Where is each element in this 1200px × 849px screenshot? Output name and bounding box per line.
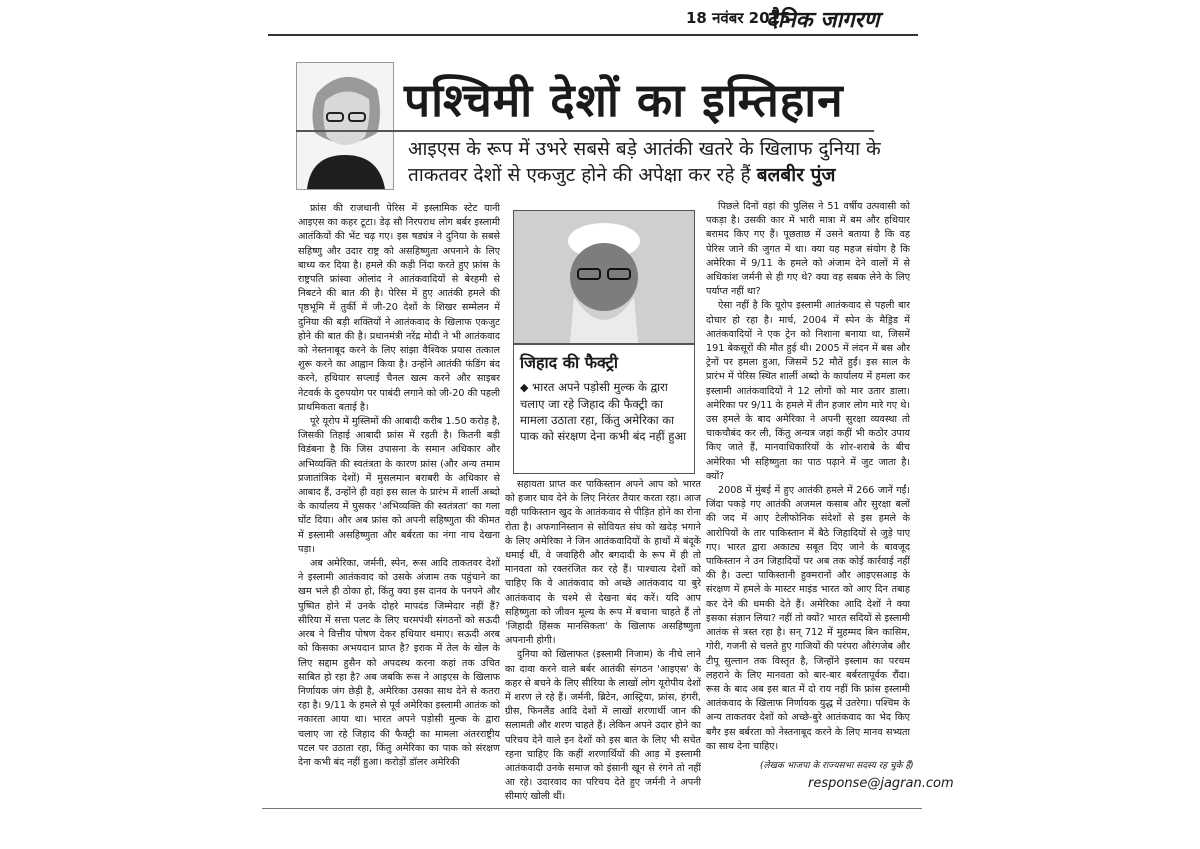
paragraph: सहायता प्राप्त कर पाकिस्तान अपने आप को भारत को हजार घाव देने के लिए निरंतर तैयार करता रहा। आज वही पाकिस्तान खुद के आतंकवाद से पीड़ित होने का रोना रोता है। अफगानिस्तान से सोवियत संघ को खदेड़ भगाने के लिए अमेरिका ने जिन आतंकवादियों के हाथों में बंदूकें थमाई थीं, वे जवाहिरी और बगदादी के रूप में ही तो मानवता को रक्तरंजित कर रहे हैं। पाश्चात्य देशों को चाहिए कि वे आतंकवाद को अच्छे आतंकवाद या बुरे आतंकवाद के चश्मे से देखना बंद करें। यदि आप सहिष्णुता को जीवन मूल्य के रूप में बचाना चाहते हैं तो 'जिहादी हिंसक मानसिकता' के खिलाफ असहिष्णुता अपनानी होगी। bbox=[505, 479, 701, 647]
paragraph: अब अमेरिका, जर्मनी, स्पेन, रूस आदि ताकतवर देशों ने इस्लामी आतंकवाद को उसके अंजाम तक पहुंचाने का खम भले ही ठोका हो, किंतु क्या इस दानव के पनपने और पुष्पित होने में उनके दोहरे मापदंड जिम्मेदार नहीं हैं? सीरिया में सत्ता पलट के लिए चरमपंथी संगठनों को सऊदी अरब ने वित्तीय पोषण देकर हथियार थमाए। सऊदी अरब को किसका अभयदान प्राप्त है? इराक में तेल के खेल के लिए सद्दाम हुसैन को अपदस्थ करना कहां तक उचित साबित हो रहा है? अब जबकि रूस ने आइएस के खिलाफ निर्णायक जंग छेड़ी है, अमेरिका उसका साथ देने से कतरा रहा है। 9/11 के हमले से पूर्व अमेरिका इस्लामी आतंक को नकारता आया था। भारत अपने पड़ोसी मुल्क के द्वारा चलाए जा रहे जिहाद की फैक्ट्री का मामला अंतरराष्ट्रीय पटल पर उठाता रहा, किंतु अमेरिका का पाक को संरक्षण देना कभी बंद नहीं हुआ। करोड़ों डॉलर अमेरिकी bbox=[298, 558, 500, 768]
header-divider bbox=[268, 34, 918, 36]
headline: पश्चिमी देशों का इम्तिहान bbox=[404, 73, 844, 127]
bottom-divider bbox=[262, 808, 922, 809]
author-name: बलबीर पुंज bbox=[756, 164, 836, 186]
article-column-3 bbox=[706, 200, 910, 760]
newspaper-date: 18 नवंबर 2015 bbox=[686, 9, 791, 27]
sidebox-quote bbox=[520, 379, 688, 444]
headline-rule bbox=[296, 130, 874, 132]
paragraph: ऐसा नहीं है कि यूरोप इस्लामी आतंकवाद से पहली बार दोचार हो रहा है। मार्च, 2004 में स्पेन के मैड्रिड में आतंकवादियों ने एक ट्रेन को निशाना बनाया था, जिसमें 191 बेकसूरों की मौत हुई थी। 2005 में लंदन में बस और ट्रेनों पर हमला हुआ, जिसमें 52 मौतें हुईं। इस साल के प्रारंभ में पेरिस स्थित शार्ली अब्दो के कार्यालय में हमला कर इस्लामी आतंकवादियों ने 12 लोगों को मार उतार डाला। अमेरिका पर 9/11 के हमले में तीन हजार लोग मारे गए थे। उस हमले के बाद अमेरिका ने अपनी सुरक्षा व्यवस्था तो चाकचौबंद कर ली, किंतु अन्यत्र जहां कहीं भी कठोर उपाय किए जाते हैं, मानवाधिकारियों के शोर-शराबे के बीच अमेरिका भी सहिष्णुता का पाठ पढ़ाने में जुट जाता है। क्यों? bbox=[706, 300, 910, 482]
subheadline-text: आइएस के रूप में उभरे सबसे बड़े आतंकी खतरे के खिलाफ दुनिया के ताकतवर देशों से एकजुट होने की अपेक्षा कर रहे हैं bbox=[408, 138, 881, 186]
author-photo bbox=[296, 62, 394, 190]
sidebox-title: जिहाद की फैक्ट्री bbox=[520, 353, 618, 372]
bullet-icon: ◆ bbox=[520, 381, 529, 394]
paragraph: दुनिया को खिलाफत (इस्लामी निजाम) के नीचे लाने का दावा करने वाले बर्बर आतंकी संगठन 'आइएस' के कहर से बचने के लिए सीरिया के लाखों लोग यूरोपीय देशों में शरण ले रहे हैं। जर्मनी, ब्रिटेन, आस्ट्रिया, फ्रांस, हंगरी, ग्रीस, फिनलैंड आदि देशों में लाखों शरणार्थी जान की सलामती और शरण चाहते हैं। लेकिन अपने उदार होने का परिचय देने वाले इन देशों को इस बात के लिए भी सचेत रहना चाहिए कि कहीं शरणार्थियों की आड़ में इस्लामी आतंकवादी उनके समाज को इंसानी खून से रंगने तो नहीं आ रहे। उदारवाद का परिचय देते हुए जर्मनी ने अपनी सीमाएं खोली थीं। bbox=[505, 649, 701, 803]
cleric-photo bbox=[513, 210, 695, 344]
paragraph: पिछले दिनों वहां की पुलिस ने 51 वर्षीय उत्पवासी को पकड़ा है। उसकी कार में भारी मात्रा में बम और हथियार बरामद किए गए हैं। पूछताछ में उसने बताया है कि वह पेरिस जाने की जुगत में था। क्या यह महज संयोग है कि अमेरिका में 9/11 के हमले को अंजाम देने वालों में से अधिकांश जर्मनी से ही गए थे? क्या वह सबक लेने के लिए पर्याप्त नहीं था? bbox=[706, 201, 910, 298]
paragraph: 2008 में मुंबई में हुए आतंकी हमले में 266 जानें गईं। जिंदा पकड़े गए आतंकी अजमल कसाब और सुरक्षा बलों की जद में आए टेलीफोनिक संदेशों से इस हमले के आरोपियों के तार पाकिस्तान में बैठे जिहादियों से जुड़े पाए गए। भारत द्वारा अकाट्य सबूत दिए जाने के बावजूद पाकिस्तान ने उन जिहादियों पर अब तक कोई कार्रवाई नहीं की है। उल्टा पाकिस्तानी हुक्मरानों और आइएसआइ के संरक्षण में हमले के मास्टर माइंड भारत को आए दिन तबाह कर देने की धमकी देते हैं। अमेरिका आदि देशों ने क्या इसका संज्ञान लिया? नहीं तो क्यों? भारत सदियों से इस्लामी आतंक से त्रस्त रहा है। सन् 712 में मुहम्मद बिन कासिम, गोरी, गजनी से चलते हुए गाजियों की परंपरा औरंगजेब और टीपू सुल्तान तक विस्तृत है, जिन्होंने इस्लाम का परचम लहराने के लिए मानवता को बार-बार बर्बरतापूर्वक रौंदा। रूस के बाद अब इस बात में दो राय नहीं कि फ्रांस इस्लामी आतंकवाद के खिलाफ निर्णायक युद्ध में उतरेगा। पश्चिम के अन्य ताकतवर देशों को अच्छे-बुरे आतंकवाद का भेद किए बगैर इस बर्बरता को नेस्तनाबूद करने के लिए मानव सभ्यता का साथ देना चाहिए। bbox=[706, 485, 910, 752]
paragraph: फ्रांस की राजधानी पेरिस में इस्लामिक स्टेट यानी आइएस का कहर टूटा। डेढ़ सौ निरपराध लोग बर्बर इस्लामी आतंकियों की भेंट चढ़ गए। इस षड्यंत्र ने दुनिया के सबसे सहिष्णु और उदार राष्ट्र को असहिष्णुता अपनाने के लिए बाध्य कर दिया है। हमले की कड़ी निंदा करते हुए फ्रांस के राष्ट्रपति फ्रांस्वा ओलांद ने आतंकवादियों से बेरहमी से निबटने की बात की है। पेरिस में हुए आतंकी हमले की पृष्ठभूमि में तुर्की में जी-20 देशों के शिखर सम्मेलन में दुनिया की बड़ी शक्तियों ने आतंकवाद के खिलाफ एकजुट होने की बात की है। प्रधानमंत्री नरेंद्र मोदी ने भी आतंकवाद को नेस्तनाबूद करने के लिए सांझा वैश्विक प्रयास तत्काल शुरू करने का आह्वान किया है। उन्होंने आतंकी फंडिंग बंद करने, हथियार सप्लाई चैनल खत्म करने और साइबर नेटवर्क के दुरुपयोग पर पाबंदी लगाने को जी-20 की पहली प्राथमिकता बताई है। bbox=[298, 203, 500, 413]
article-column-1 bbox=[298, 202, 500, 802]
subheadline bbox=[408, 136, 888, 188]
sidebox-text: भारत अपने पड़ोसी मुल्क के द्वारा चलाए जा रहे जिहाद की फैक्ट्री का मामला उठाता रहा, किंतु अमेरिका का पाक को संरक्षण देना कभी बंद नहीं हुआ bbox=[520, 380, 687, 443]
newspaper-name: दैनिक जागरण bbox=[766, 8, 880, 33]
sidebar-quote-box bbox=[513, 344, 695, 474]
response-email: response@jagran.com bbox=[808, 776, 954, 791]
article-column-2 bbox=[505, 478, 701, 808]
paragraph: पूरे यूरोप में मुस्लिमों की आबादी करीब 1.50 करोड़ है, जिसकी तिहाई आबादी फ्रांस में रहती है। कितनी बड़ी विडंबना है कि जिस उपासना के समान अधिकार और अभिव्यक्ति की स्वतंत्रता के कारण फ्रांस (और अन्य तमाम प्रजातांत्रिक देशों) में मुसलमान बराबरी के अधिकार से आबाद हैं, उन्होंने ही वहां इस साल के प्रारंभ में शार्ली अब्दो के कार्यालय में घुसकर 'अभिव्यक्ति की स्वतंत्रता' का गला घोंट दिया। और अब फ्रांस को अपनी सहिष्णुता की कीमत में इस्लामी असहिष्णुता और बर्बरता का नंगा नाच देखना पड़ा। bbox=[298, 416, 500, 555]
author-note: (लेखक भाजपा के राज्यसभा सदस्य रह चुके हैं) bbox=[760, 761, 914, 771]
